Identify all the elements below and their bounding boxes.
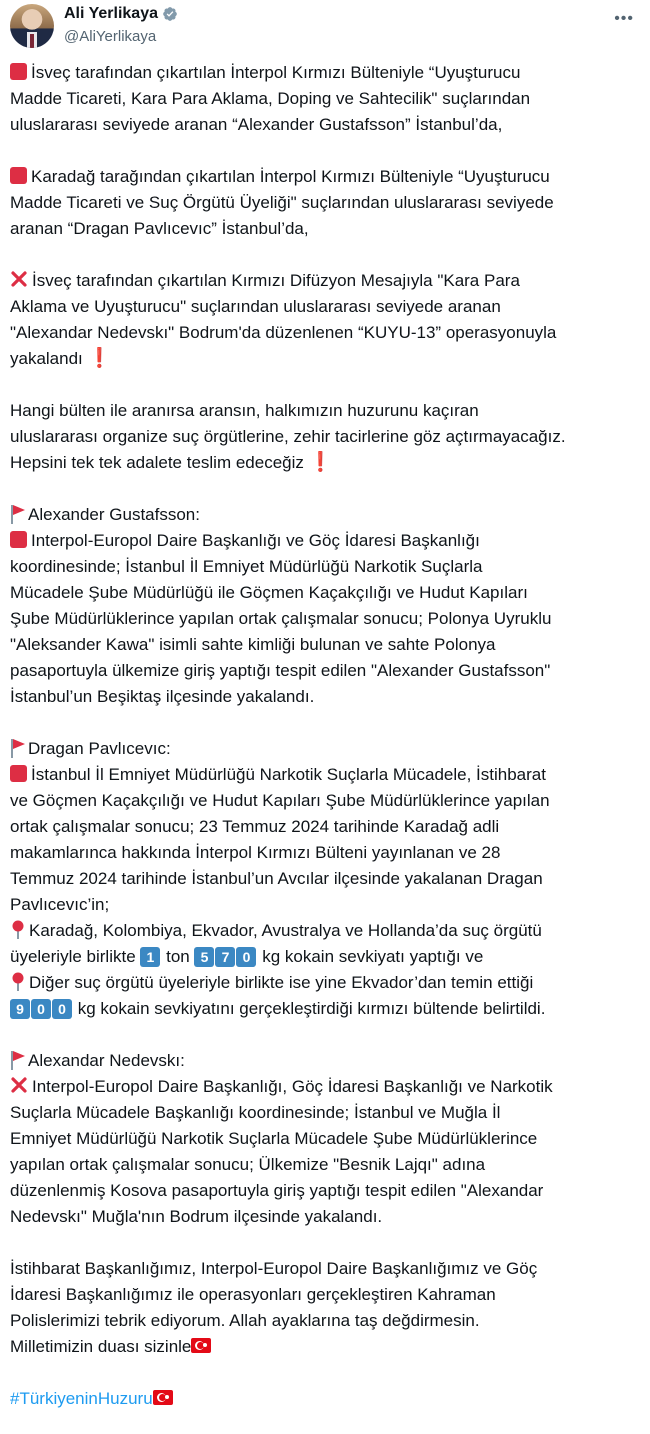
- hashtag-row: [10, 1386, 640, 1412]
- text-line: "Aleksander Kawa" isimli sahte kimliği bulunan ve sahte Polonya: [10, 635, 496, 654]
- text-line: Hangi bülten ile aranırsa aransın, halkımızın huzurunu kaçıran: [10, 401, 479, 420]
- text-line: "Alexandar Nedevskı" Bodrum'da düzenlenen “KUYU-13” operasyonuyla: [10, 323, 557, 342]
- section-heading: Alexandar Nedevskı:: [28, 1051, 185, 1070]
- text-line: Milletimizin duası sizinle: [10, 1337, 192, 1356]
- text-line: yapılan ortak çalışmalar sonucu; Ülkemize "Besnik Lajqı" adına: [10, 1155, 486, 1174]
- turkey-flag-icon: [153, 1390, 173, 1405]
- text-line: ve Göçmen Kaçakçılığı ve Hudut Kapıları Şube Müdürlüklerince yapılan: [10, 791, 550, 810]
- keycap-digit-icon: 0: [31, 999, 51, 1019]
- text-line: uluslararası seviyede aranan “Alexander Gustafsson” İstanbul’da,: [10, 115, 503, 134]
- text-line: Emniyet Müdürlüğü Narkotik Suçlarla Mücadele Şube Müdürlüklerince: [10, 1129, 538, 1148]
- keycap-digit-icon: 5: [194, 947, 214, 967]
- text-line: Pavlıcevıc’in;: [10, 895, 110, 914]
- text-line: yakalandı: [10, 349, 88, 368]
- section-heading: Dragan Pavlıcevıc:: [28, 739, 171, 758]
- text-line: İdaresi Başkanlığımız ile operasyonları gerçekleştiren Kahraman: [10, 1285, 496, 1304]
- text-line: Interpol-Europol Daire Başkanlığı, Göç İdaresi Başkanlığı ve Narkotik: [32, 1077, 553, 1096]
- text-line: Interpol-Europol Daire Başkanlığı ve Göç İdaresi Başkanlığı: [31, 531, 480, 550]
- more-options-icon[interactable]: •••: [614, 10, 634, 27]
- cross-mark-icon: [10, 1076, 28, 1094]
- red-square-icon: [10, 765, 27, 782]
- paragraph-pavlicevic-intro: [10, 164, 640, 242]
- text-line: Mücadele Şube Müdürlüğü ile Göçmen Kaçakçılığı ve Hudut Kapıları: [10, 583, 528, 602]
- turkey-flag-icon: [191, 1338, 211, 1353]
- tweet-header: [10, 4, 640, 50]
- round-pushpin-icon: [10, 920, 26, 940]
- hashtag-link[interactable]: #TürkiyeninHuzuru: [10, 1389, 153, 1408]
- text-fragment: üyeleriyle birlikte: [10, 947, 141, 966]
- text-line: Diğer suç örgütü üyeleriyle birlikte ise yine Ekvador’dan temin ettiği: [29, 973, 534, 992]
- text-line: İstihbarat Başkanlığımız, Interpol-Europol Daire Başkanlığımız ve Göç: [10, 1259, 538, 1278]
- text-line: İstanbul İl Emniyet Müdürlüğü Narkotik Suçlarla Mücadele, İstihbarat: [31, 765, 546, 784]
- keycap-digit-icon: 0: [52, 999, 72, 1019]
- round-pushpin-icon: [10, 972, 26, 992]
- text-line: İsveç tarafından çıkartılan İnterpol Kırmızı Bülteniyle “Uyuşturucu: [31, 63, 521, 82]
- text-line: uluslararası organize suç örgütlerine, zehir tacirlerine göz açtırmayacağız.: [10, 427, 566, 446]
- text-fragment: kg kokain sevkiyatını gerçekleştirdiği kırmızı bültende belirtildi.: [73, 999, 546, 1018]
- red-square-icon: [10, 63, 27, 80]
- keycap-digit-icon: 0: [236, 947, 256, 967]
- red-square-icon: [10, 167, 27, 184]
- section-heading: Alexander Gustafsson:: [28, 505, 200, 524]
- text-line: Polislerimizi tebrik ediyorum. Allah ayaklarına taş değdirmesin.: [10, 1311, 480, 1330]
- red-square-icon: [10, 531, 27, 548]
- text-line: Şube Müdürlüklerince yapılan ortak çalışmalar sonucu; Polonya Uyruklu: [10, 609, 552, 628]
- text-line: Temmuz 2024 tarihinde İstanbul’un Avcılar ilçesinde yakalanan Dragan: [10, 869, 543, 888]
- paragraph-closing: [10, 1256, 640, 1360]
- text-line: Karadağ, Kolombiya, Ekvador, Avustralya ve Hollanda’da suç örgütü: [29, 921, 542, 940]
- author-name-row: [64, 5, 178, 23]
- text-line: Hepsini tek tek adalete teslim edeceğiz: [10, 453, 309, 472]
- text-line: pasaportuyla ülkemize giriş yaptığı tespit edilen "Alexander Gustafsson": [10, 661, 551, 680]
- paragraph-nedevski-intro: [10, 268, 640, 372]
- keycap-digit-icon: 7: [215, 947, 235, 967]
- text-line: Madde Ticareti ve Suç Örgütü Üyeliği" suçlarından uluslararası seviyede: [10, 193, 554, 212]
- red-flag-icon: [10, 1050, 26, 1070]
- keycap-digit-icon: 9: [10, 999, 30, 1019]
- cross-mark-icon: [10, 270, 28, 288]
- text-line: Nedevskı" Muğla'nın Bodrum ilçesinde yakalandı.: [10, 1207, 383, 1226]
- tweet-text: [10, 60, 640, 1434]
- text-line: ortak çalışmalar sonucu; 23 Temmuz 2024 tarihinde Karadağ adli: [10, 817, 500, 836]
- text-line: aranan “Dragan Pavlıcevıc” İstanbul’da,: [10, 219, 309, 238]
- text-line: Suçlarla Mücadele Başkanlığı koordinesinde; İstanbul ve Muğla İl: [10, 1103, 501, 1122]
- text-line: Karadağ tarağından çıkartılan İnterpol Kırmızı Bülteniyle “Uyuşturucu: [31, 167, 550, 186]
- keycap-digit-icon: 1: [140, 947, 160, 967]
- red-flag-icon: [10, 738, 26, 758]
- text-line: İsveç tarafından çıkartılan Kırmızı Difüzyon Mesajıyla "Kara Para: [32, 271, 520, 290]
- author-handle[interactable]: @AliYerlikaya: [64, 28, 157, 45]
- section-nedevski: [10, 1048, 640, 1230]
- avatar-tie: [30, 34, 34, 48]
- text-line: düzenlenmiş Kosova pasaportuyla giriş yaptığı tespit edilen "Alexandar: [10, 1181, 544, 1200]
- author-display-name[interactable]: Ali Yerlikaya: [64, 5, 158, 22]
- text-line: Madde Ticareti, Kara Para Aklama, Doping ve Sahtecilik" suçlarından: [10, 89, 531, 108]
- verified-badge-icon[interactable]: [162, 6, 178, 22]
- exclamation-icon: ❗: [87, 348, 112, 369]
- red-flag-icon: [10, 504, 26, 524]
- text-line: koordinesinde; İstanbul İl Emniyet Müdürlüğü Narkotik Suçlarla: [10, 557, 483, 576]
- text-line: İstanbul’un Beşiktaş ilçesinde yakalandı.: [10, 687, 315, 706]
- section-pavlicevic: [10, 736, 640, 1022]
- paragraph-gustafsson-intro: [10, 60, 640, 138]
- text-line: makamlarınca hakkında İnterpol Kırmızı Bülteni yayınlanan ve 28: [10, 843, 501, 862]
- text-line: Aklama ve Uyuşturucu" suçlarından uluslararası seviyede aranan: [10, 297, 501, 316]
- text-fragment: ton: [161, 947, 195, 966]
- text-fragment: kg kokain sevkiyatı yaptığı ve: [257, 947, 484, 966]
- paragraph-statement: [10, 398, 640, 476]
- avatar[interactable]: [10, 4, 54, 48]
- exclamation-icon: ❗: [308, 452, 333, 473]
- section-gustafsson: [10, 502, 640, 710]
